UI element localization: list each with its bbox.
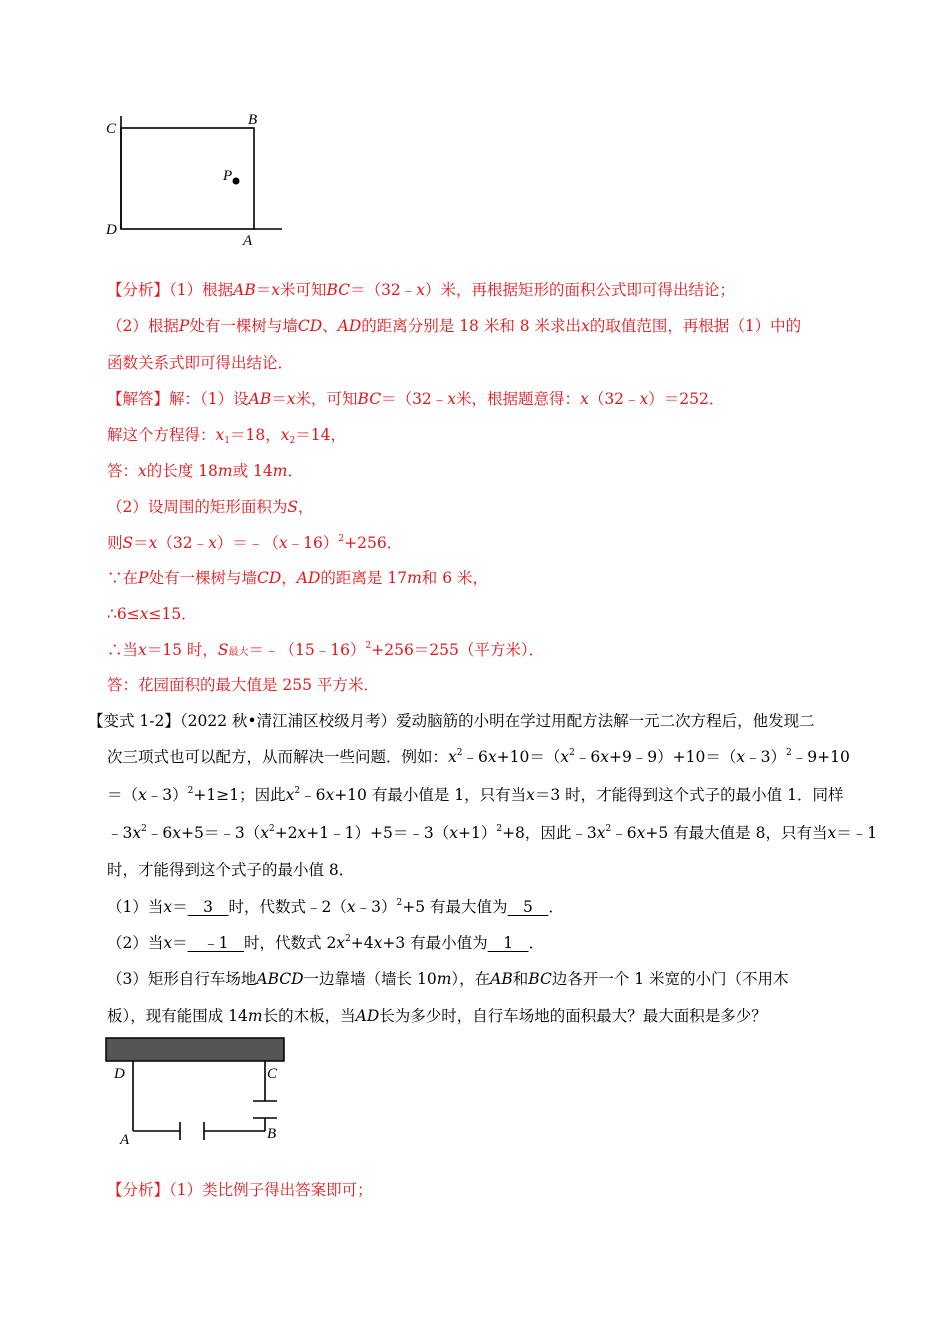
wall-bar [106,1038,284,1061]
label-p: P [223,168,233,184]
bike-lot-figure [100,1034,300,1146]
analysis-line-3: 函数关系式即可得出结论． [107,354,294,372]
label-a: A [120,1132,130,1146]
answer-blank-1: 3 [187,898,229,916]
solution-line-1: 【解答】解：（1）设AB＝x米，可知BC＝（32﹣x米，根据题意得：x（32﹣x）＝252． [107,390,725,408]
variant-line-4: $﹣3x^2﹣6x+5=﹣3(x^2+2x+1﹣1)+5=﹣3(x+1)^2+8$，因此$﹣3x^2﹣6x+5$ 有最大值是 8，只有当x＝﹣1 [107,824,878,842]
answer-blank-4: 1 [487,934,529,952]
label-d: D [106,222,117,238]
label-c: C [267,1066,278,1082]
solution-line-3: 答：x的长度 18m或 14m． [107,462,303,480]
question-1: （1）当x＝ 3 时，代数式﹣2（x﹣3）$^2$+5 有最大值为 5 ． [107,898,564,916]
analysis-line-1: 【分析】（1）根据AB＝x米可知BC＝（32﹣x）米，再根据矩形的面积公式即可得出结论； [107,281,736,299]
solution-line-4: （2）设周围的矩形面积为S， [107,498,314,516]
question-3-line-1: （3）矩形自行车场地ABCD一边靠墙（墙长 10m），在AB和BC边各开一个 1 米宽的小门（不用木 [107,970,789,988]
label-d: D [114,1066,125,1082]
label-b: B [267,1126,277,1142]
variant-line-5: 时，才能得到这个式子的最小值 8． [107,861,355,879]
solution-line-8: ∴当x＝15 时，S最大＝﹣（15﹣16）$^2$+256＝255（平方米）． [107,641,545,659]
label-b: B [248,112,258,128]
analysis-line-2: （2）根据P处有一棵树与墙CD、AD的距离分别是 18 米和 8 米求出x的取值范围，再根据（1）中的 [107,317,802,335]
variant-line-2: 次三项式也可以配方，从而解决一些问题．例如：$x^2﹣6x+10=(x^2﹣6x+9﹣9)+10=(x﹣3)^2﹣9+10$ [107,748,850,766]
answer-blank-3: ﹣1 [187,934,245,952]
solution-conclusion: 答：花园面积的最大值是 255 平方米． [107,676,379,694]
label-c: C [106,121,117,137]
rectangle-garden-figure [100,108,290,250]
question-3-line-2: 板），现有能围成 14m长的木板，当AD长为多少时，自行车场地的面积最大？最大面积是多少？ [107,1007,767,1025]
tree-point-p [233,178,240,185]
solution-line-7: ∴6≤x≤15． [107,605,197,623]
solution-line-5: 则S＝x（32﹣x）＝﹣（x﹣16）$^2$+256． [107,534,403,552]
answer-blank-2: 5 [507,898,549,916]
variant-line-1: 【变式 1-2】（2022 秋•清江浦区校级月考）爱动脑筋的小明在学过用配方法解一元二次方程后，他发现二 [88,712,815,730]
solution-line-2: 解这个方程得：$x_1=18$，$x_2=14$， [107,426,346,446]
analysis-2: 【分析】（1）类比例子得出答案即可； [107,1181,373,1199]
variant-line-3: ＝（x﹣3）$^2$+1≥1；因此$x^2﹣6x+10$ 有最小值是 1，只有当x＝3 时，才能得到这个式子的最小值 1．同样 [107,786,844,804]
label-a: A [243,233,253,249]
question-2: （2）当x＝ ﹣1 时，代数式 $2x^2+4x+3$ 有最小值为 1 ． [107,934,545,952]
solution-line-6: ∵在P处有一棵树与墙CD，AD的距离是 17m和 6 米， [107,569,488,587]
